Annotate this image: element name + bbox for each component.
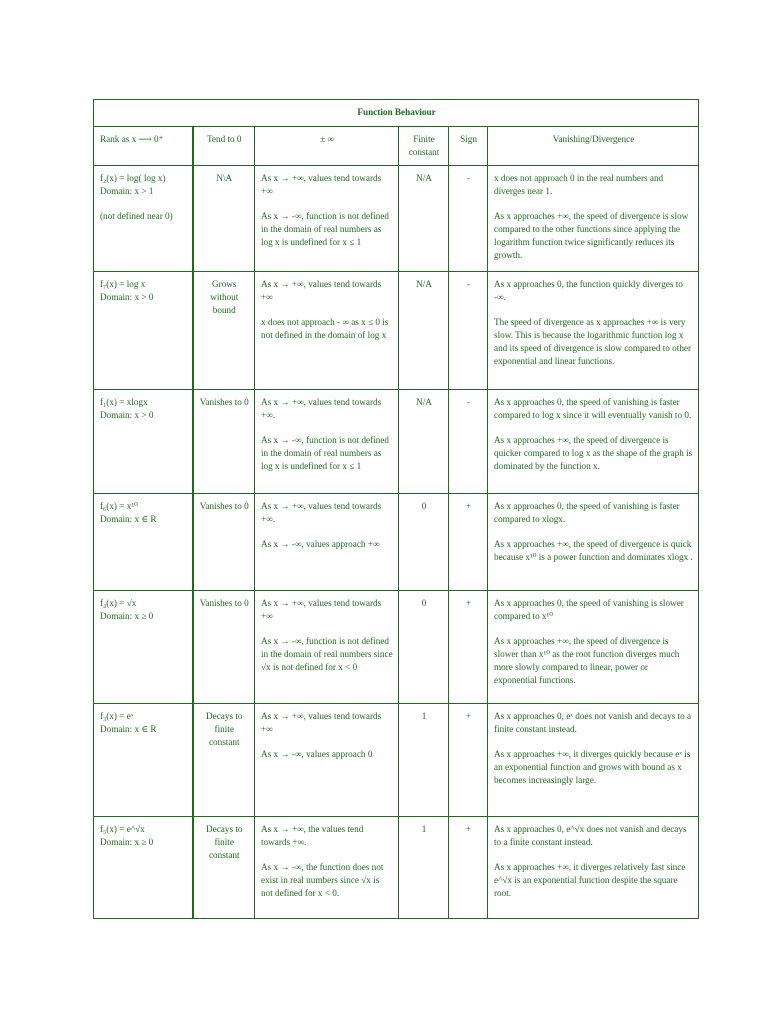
vanish-paragraph: As x approaches +∞, the speed of divergence is quick because x¹⁰ is a power function and dominates xlogx . [494, 539, 693, 562]
header-sign: Sign [449, 127, 488, 166]
pm-paragraph: As x → -∞, the function does not exist in real numbers since √x is not defined for x < 0. [261, 862, 384, 898]
function-domain: Domain: x > 0 [100, 292, 154, 302]
pm-paragraph: As x → -∞, function is not defined in the domain of real numbers as log x is undefined for x ≤ 1 [261, 211, 390, 247]
sign-cell [449, 166, 488, 272]
table-row [94, 166, 699, 272]
function-name: f₂(x) = log( log x) [100, 173, 166, 183]
finite-constant-cell [399, 591, 449, 704]
pm-infinity-cell [255, 494, 399, 591]
function-domain: Domain: x ≥ 0 [100, 611, 154, 621]
tend-value: Vanishes to 0 [199, 501, 249, 511]
table-row [94, 272, 699, 390]
vanish-paragraph: As x approaches 0, the speed of vanishing is slower compared to x¹⁰ [494, 598, 684, 621]
table-row [94, 494, 699, 591]
sign-cell [449, 704, 488, 817]
pm-paragraph: As x → -∞, function is not defined in the domain of real numbers since √x is not defined for x < 0 [261, 636, 393, 672]
pm-paragraph: x does not approach - ∞ as x ≤ 0 is not defined in the domain of log x [261, 317, 389, 340]
sign-cell [449, 591, 488, 704]
function-cell [94, 591, 193, 704]
function-name: f₁(x) = xlogx [100, 397, 148, 407]
sign-value: + [465, 501, 472, 511]
function-domain: Domain: x ∈ R [100, 724, 157, 734]
finite-constant-cell [399, 272, 449, 390]
vanish-paragraph: As x approaches +∞, it diverges relatively fast since e^√x is an exponential function despite the square root. [494, 862, 686, 898]
function-domain: Domain: x ≥ 0 [100, 837, 154, 847]
function-cell [94, 272, 193, 390]
header-tend: Tend to 0 [193, 127, 255, 166]
finite-value: N/A [416, 397, 432, 407]
function-domain: Domain: x > 0 [100, 410, 154, 420]
finite-value: N/A [416, 173, 432, 183]
vanish-paragraph: As x approaches 0, the speed of vanishing is faster compared to xlogx. [494, 501, 680, 524]
sign-value: + [465, 598, 472, 608]
pm-infinity-cell [255, 704, 399, 817]
table-header-row [94, 127, 699, 166]
vanish-paragraph: As x approaches 0, eˣ does not vanish and decays to a finite constant instead. [494, 711, 692, 734]
function-name: f₇(x) = log x [100, 279, 146, 289]
tend-value: Grows without bound [210, 279, 239, 315]
function-name: f₄(x) = √x [100, 598, 137, 608]
pm-paragraph: As x → -∞, function is not defined in the domain of real numbers as log x is undefined for x ≤ 1 [261, 435, 390, 471]
finite-value: 1 [421, 711, 427, 721]
sign-value: - [466, 173, 471, 183]
pm-paragraph: As x → +∞, values tend towards +∞ [261, 279, 382, 302]
pm-paragraph: As x → +∞, values tend towards +∞ [261, 711, 382, 734]
sign-value: - [466, 397, 471, 407]
vanish-paragraph: The speed of divergence as x approaches +∞ is very slow. This is because the logarithmic function log x and its speed of divergence is slow compared to other exponential and linear functions. [494, 317, 692, 366]
header-pm-infinity: ± ∞ [255, 127, 399, 166]
finite-value: N/A [416, 279, 432, 289]
vanish-paragraph: As x approaches 0, the speed of vanishing is faster compared to log x since it will eventually vanish to 0. [494, 397, 692, 420]
function-domain: Domain: x ∈ R [100, 514, 157, 524]
vanish-paragraph: As x approaches +∞, the speed of divergence is slower than x¹⁰ as the root function diverges much more slowly compared to linear, power or exponential functions. [494, 636, 680, 685]
function-cell [94, 704, 193, 817]
tend-cell [193, 494, 255, 591]
tend-value: N\A [216, 173, 233, 183]
tend-value: Decays to finite constant [206, 824, 243, 860]
pm-paragraph: As x → +∞, values tend towards +∞. [261, 501, 382, 524]
vanish-paragraph: As x approaches +∞, it diverges quickly because eˣ is an exponential function and grows with bound as x becomes increasingly large. [494, 749, 691, 785]
pm-infinity-cell [255, 272, 399, 390]
pm-infinity-cell [255, 390, 399, 494]
function-behaviour-table [93, 99, 699, 919]
vanish-paragraph: As x approaches +∞, the speed of divergence is quicker compared to log x as the shape of the graph is dominated by the function x. [494, 435, 693, 471]
tend-cell [193, 272, 255, 390]
tend-cell [193, 591, 255, 704]
sign-cell [449, 494, 488, 591]
pm-paragraph: As x → -∞, values approach 0 [261, 749, 373, 759]
finite-constant-cell [399, 704, 449, 817]
tend-cell [193, 704, 255, 817]
function-domain: Domain: x > 1 [100, 186, 154, 196]
sign-value: + [465, 824, 472, 834]
vanish-paragraph: As x approaches 0, the function quickly diverges to -∞. [494, 279, 683, 302]
tend-value: Decays to finite constant [206, 711, 243, 747]
table-row [94, 390, 699, 494]
finite-value: 0 [421, 501, 427, 511]
sign-cell [449, 390, 488, 494]
table-row [94, 591, 699, 704]
pm-infinity-cell [255, 166, 399, 272]
pm-paragraph: As x → +∞, values tend towards +∞ [261, 173, 382, 196]
function-cell [94, 494, 193, 591]
function-name: f₃(x) = eˣ [100, 711, 134, 721]
tend-value: Vanishes to 0 [199, 397, 249, 407]
pm-paragraph: As x → -∞, values approach +∞ [261, 539, 380, 549]
finite-value: 1 [421, 824, 427, 834]
function-cell [94, 166, 193, 272]
tend-cell [193, 390, 255, 494]
sign-value: + [465, 711, 472, 721]
header-finite-constant: Finite constant [399, 127, 449, 166]
table-row [94, 704, 699, 817]
table-row [94, 817, 699, 919]
tend-cell [193, 817, 255, 919]
header-vanishing-divergence: Vanishing/Divergence [488, 127, 699, 166]
sign-cell [449, 817, 488, 919]
finite-constant-cell [399, 390, 449, 494]
vanishing-divergence-cell [488, 591, 699, 704]
function-name: f₆(x) = x¹⁰ [100, 501, 138, 511]
function-cell [94, 817, 193, 919]
vanish-paragraph: As x approaches +∞, the speed of divergence is slow compared to the other functions since applying the logarithm function twice significantly reduces its growth. [494, 211, 689, 260]
pm-infinity-cell [255, 817, 399, 919]
pm-paragraph: As x → +∞, values tend towards +∞ [261, 598, 382, 621]
pm-infinity-cell [255, 591, 399, 704]
vanishing-divergence-cell [488, 166, 699, 272]
function-note: (not defined near 0) [100, 211, 173, 221]
vanishing-divergence-cell [488, 390, 699, 494]
header-rank: Rank as x ⟶ 0⁺ [94, 127, 193, 166]
finite-constant-cell [399, 494, 449, 591]
table-title: Function Behaviour [94, 100, 699, 127]
vanishing-divergence-cell [488, 272, 699, 390]
function-cell [94, 390, 193, 494]
vanish-paragraph: As x approaches 0, e^√x does not vanish and decays to a finite constant instead. [494, 824, 687, 847]
sign-value: - [466, 279, 471, 289]
tend-cell [193, 166, 255, 272]
pm-paragraph: As x → +∞, the values tend towards +∞. [261, 824, 364, 847]
pm-paragraph: As x → +∞, values tend towards +∞. [261, 397, 382, 420]
function-name: f₅(x) = e^√x [100, 824, 145, 834]
finite-constant-cell [399, 817, 449, 919]
vanish-paragraph: x does not approach 0 in the real numbers and diverges near 1. [494, 173, 664, 196]
finite-value: 0 [421, 598, 427, 608]
sign-cell [449, 272, 488, 390]
tend-value: Vanishes to 0 [199, 598, 249, 608]
finite-constant-cell [399, 166, 449, 272]
vanishing-divergence-cell [488, 704, 699, 817]
table-title-row [94, 100, 699, 127]
vanishing-divergence-cell [488, 817, 699, 919]
vanishing-divergence-cell [488, 494, 699, 591]
